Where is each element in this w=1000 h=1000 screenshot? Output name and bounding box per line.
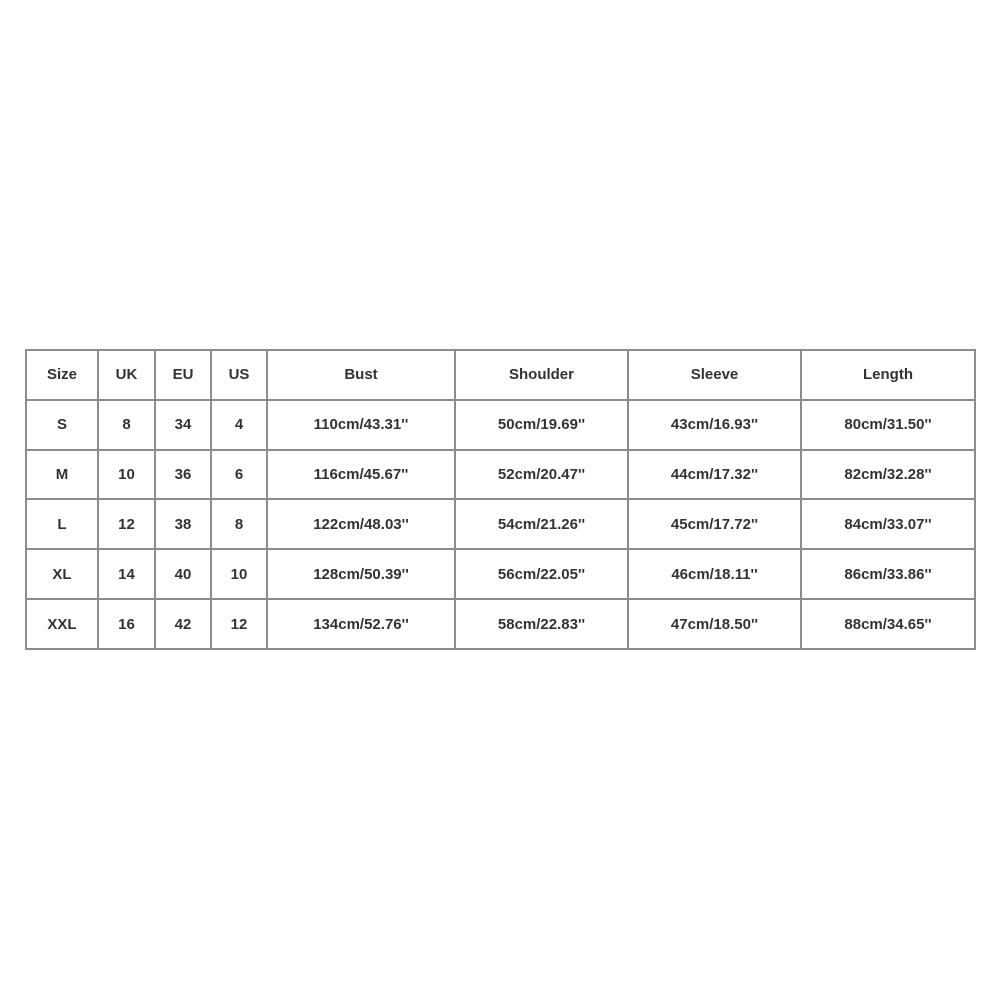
cell-eu: 42	[155, 599, 211, 649]
cell-eu: 38	[155, 499, 211, 549]
cell-shoulder: 58cm/22.83''	[455, 599, 628, 649]
cell-length: 84cm/33.07''	[801, 499, 975, 549]
table-header-row	[26, 350, 975, 400]
cell-uk: 12	[98, 499, 155, 549]
cell-eu: 34	[155, 400, 211, 450]
cell-sleeve: 43cm/16.93''	[628, 400, 801, 450]
table-row	[26, 599, 975, 649]
cell-shoulder: 52cm/20.47''	[455, 450, 628, 500]
size-chart-table	[25, 349, 976, 650]
cell-size: M	[26, 450, 98, 500]
cell-us: 8	[211, 499, 267, 549]
cell-eu: 36	[155, 450, 211, 500]
cell-us: 6	[211, 450, 267, 500]
header-length: Length	[801, 350, 975, 400]
cell-sleeve: 45cm/17.72''	[628, 499, 801, 549]
cell-size: L	[26, 499, 98, 549]
cell-bust: 128cm/50.39''	[267, 549, 455, 599]
header-bust: Bust	[267, 350, 455, 400]
cell-shoulder: 50cm/19.69''	[455, 400, 628, 450]
table-row	[26, 549, 975, 599]
cell-sleeve: 47cm/18.50''	[628, 599, 801, 649]
cell-sleeve: 44cm/17.32''	[628, 450, 801, 500]
header-uk: UK	[98, 350, 155, 400]
cell-length: 86cm/33.86''	[801, 549, 975, 599]
cell-us: 10	[211, 549, 267, 599]
header-eu: EU	[155, 350, 211, 400]
cell-bust: 134cm/52.76''	[267, 599, 455, 649]
cell-size: XXL	[26, 599, 98, 649]
header-us: US	[211, 350, 267, 400]
cell-size: S	[26, 400, 98, 450]
table-row	[26, 499, 975, 549]
cell-us: 4	[211, 400, 267, 450]
cell-uk: 16	[98, 599, 155, 649]
cell-length: 80cm/31.50''	[801, 400, 975, 450]
cell-sleeve: 46cm/18.11''	[628, 549, 801, 599]
cell-length: 82cm/32.28''	[801, 450, 975, 500]
header-sleeve: Sleeve	[628, 350, 801, 400]
cell-size: XL	[26, 549, 98, 599]
cell-uk: 10	[98, 450, 155, 500]
cell-bust: 116cm/45.67''	[267, 450, 455, 500]
table-row	[26, 400, 975, 450]
cell-shoulder: 54cm/21.26''	[455, 499, 628, 549]
header-size: Size	[26, 350, 98, 400]
cell-length: 88cm/34.65''	[801, 599, 975, 649]
cell-uk: 8	[98, 400, 155, 450]
cell-bust: 110cm/43.31''	[267, 400, 455, 450]
cell-uk: 14	[98, 549, 155, 599]
header-shoulder: Shoulder	[455, 350, 628, 400]
cell-us: 12	[211, 599, 267, 649]
table-row	[26, 450, 975, 500]
cell-bust: 122cm/48.03''	[267, 499, 455, 549]
cell-shoulder: 56cm/22.05''	[455, 549, 628, 599]
cell-eu: 40	[155, 549, 211, 599]
